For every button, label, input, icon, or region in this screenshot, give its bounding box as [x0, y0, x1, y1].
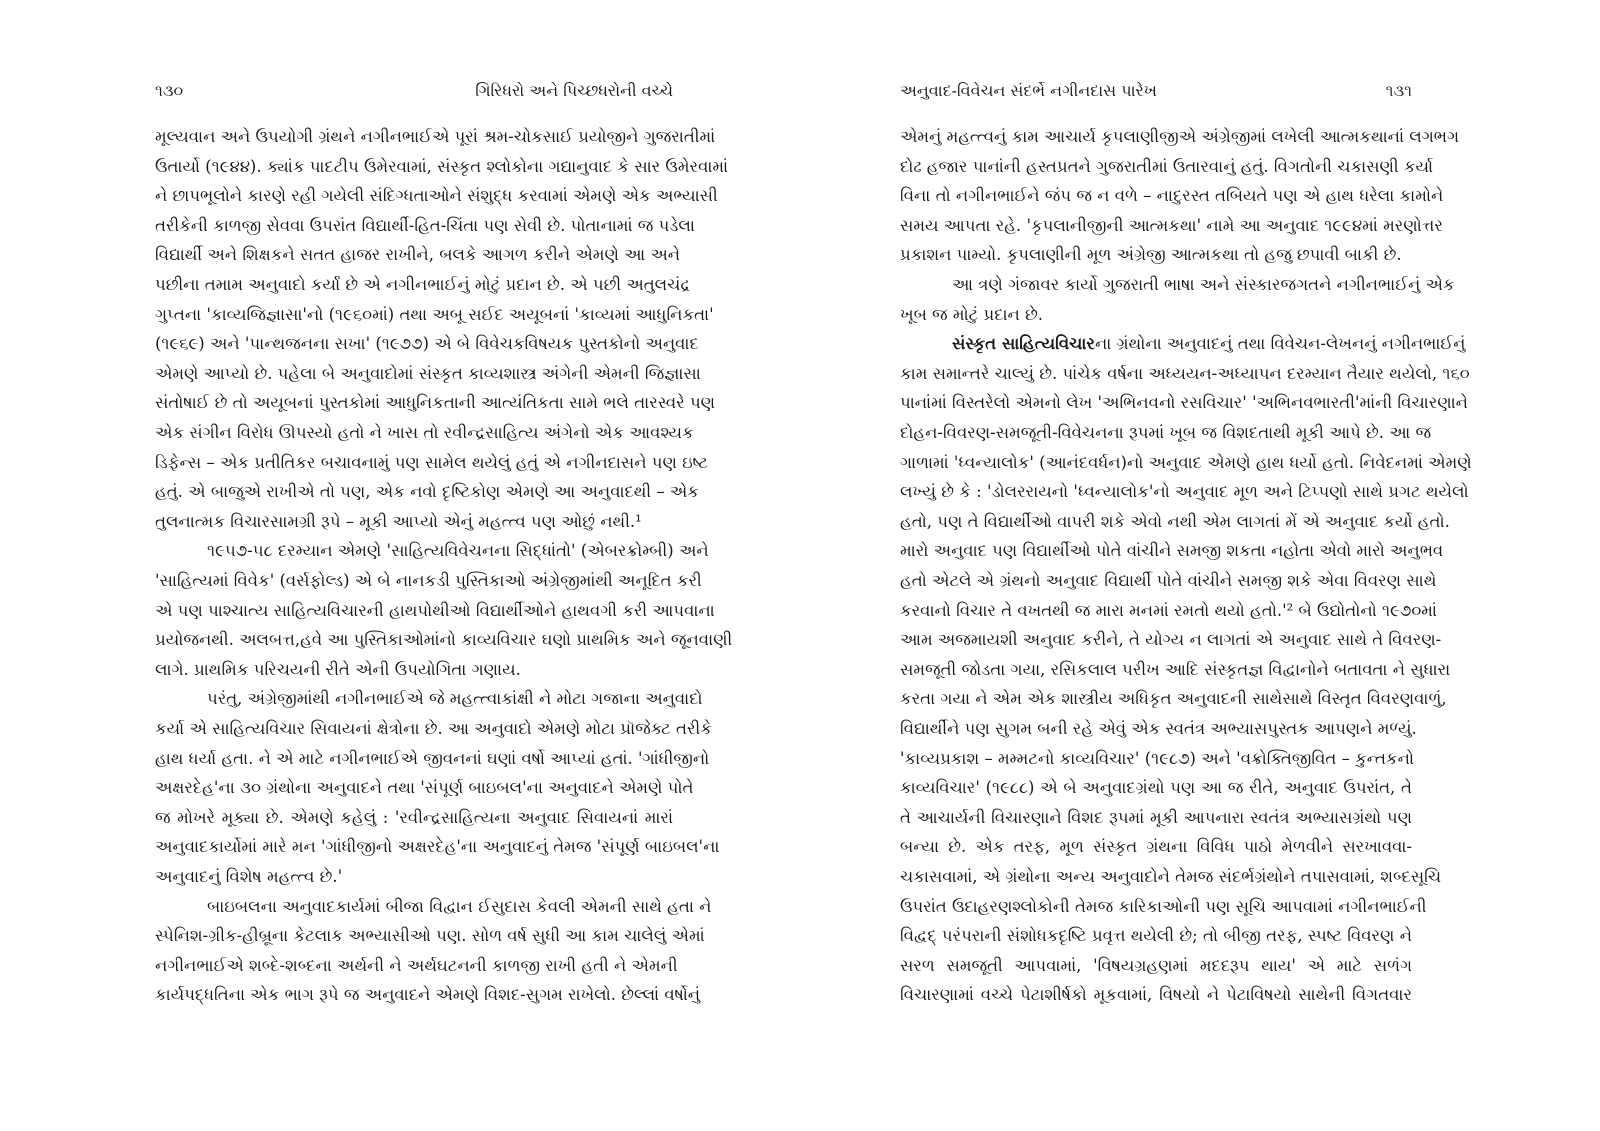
text-line	[900, 687, 1447, 711]
text-line	[155, 776, 694, 800]
line-text: નગીનભાઈએ શબ્દે-શબ્દના અર્થની ને અર્થઘટનની કાળજી રાખી હતી ને એમની	[155, 955, 678, 975]
line-text: દોઢ હજાર પાનાંની હસ્તપ્રતને ગુજરાતીમાં ઉતારવાનું હતું. વિગતોની ચકાસણી કર્યા	[900, 156, 1434, 176]
text-line	[900, 983, 1412, 1007]
line-text: કામ સમાન્તરે ચાલ્યું છે. પાંચેક વર્ષના અધ્યયન-અધ્યાપન દરમ્યાન તૈયાર થયેલો, ૧૬૦	[900, 363, 1470, 383]
line-text: કાર્યપદ્ધતિના એક ભાગ રૂપે જ અનુવાદને એમણે વિશદ-સુગમ રાખેલો. છેલ્લાં વર્ષોનું	[155, 985, 701, 1005]
text-line	[900, 658, 1451, 682]
text-line	[155, 806, 673, 830]
text-line	[155, 421, 694, 445]
line-text: ને છાપભૂલોને કારણે રહી ગયેલી સંદિગ્ધતાઓને સંશુદ્ધ કરવામાં એમણે એક અભ્યાસી	[155, 186, 718, 206]
left-page	[155, 0, 733, 1131]
line-text: ઉપરાંત ઉદાહરણશ્લોકોની તેમજ કારિકાઓની પણ સૂચિ આપવામાં નગીનભાઈની	[900, 896, 1427, 916]
text-line	[900, 155, 1434, 179]
text-line	[155, 865, 673, 889]
line-text: પ્રયોજનથી. અલબત્ત,હવે આ પુસ્તિકાઓમાંનો કાવ્યવિચાર ઘણો પ્રાથમિક અને જૂનવાણી	[155, 630, 733, 650]
line-text: હતો એટલે એ ગ્રંથનો અનુવાદ વિદ્યાર્થી પોતે વાંચીને સમજી શકે એવા વિવરણ સાથે	[900, 571, 1437, 590]
line-text: જ મોખરે મૂક્યા છે. એમણે કહેલું : 'રવીન્દ્રસાહિત્યના અનુવાદ સિવાયનાં મારાં	[155, 807, 673, 827]
running-head: અનુવાદ-વિવેચન સંદર્ભે નગીનદાસ પારેખ	[900, 81, 1157, 100]
line-text: ડિફેન્સ – એક પ્રતીતિકર બચાવનામું પણ સામેલ થયેલું હતું એ નગીનદાસને પણ ઇષ્ટ	[155, 452, 708, 472]
line-text: સંતોષાઈ છે તો અયૂબનાં પુસ્તકોમાં આધુનિકતાની આત્યંતિકતા સામે ભલે તારસ્વરે પણ	[155, 393, 716, 413]
text-line	[155, 214, 695, 238]
line-text: હાથ ધર્યા હતા. ને એ માટે નગીનભાઈએ જીવનનાં ઘણાં વર્ષો આપ્યાં હતાં. 'ગાંધીજીનો	[155, 748, 710, 768]
line-text: મૂલ્યવાન અને ઉપયોગી ગ્રંથને નગીનભાઈએ પૂરાં શ્રમ-ચોકસાઈ પ્રયોજીને ગુજરાતીમાં	[155, 127, 716, 146]
text-line	[900, 747, 1412, 771]
text-line	[900, 421, 1432, 445]
text-line	[900, 243, 1412, 267]
right-page	[900, 0, 1472, 1131]
line-text: કાવ્યવિચાર' (૧૯૮૮) એ બે અનુવાદગ્રંથો પણ આ જ રીતે, અનુવાદ ઉપરાંત, તે	[900, 778, 1412, 798]
text-line	[155, 391, 716, 415]
line-text: કર્યા એ સાહિત્યવિચાર સિવાયનાં ક્ષેત્રોના છે. આ અનુવાદો એમણે મોટા પ્રૉજેક્ટ તરીકે	[155, 719, 712, 738]
text-line	[155, 303, 714, 327]
text-line	[900, 303, 1412, 327]
line-text: કરવાનો વિચાર તે વખતથી જ મારા મનમાં રમતો થયો હતો.'² બે ઉદ્યોતોનો ૧૯૭૦માં	[900, 600, 1437, 620]
line-text: એ પણ પાશ્ચાત્ય સાહિત્યવિચારની હાથપોથીઓ વિદ્યાર્થીઓને હાથવગી કરી આપવાના	[155, 600, 715, 620]
text-line	[900, 776, 1412, 800]
line-text: વિના તો નગીનભાઈને જંપ જ ન વળે – નાદુરસ્ત તબિયતે પણ એ હાથ ધરેલા કામોને	[900, 186, 1444, 206]
text-line	[155, 628, 733, 652]
running-head: ગિરિધરો અને પિચ્છધરોની વચ્ચે	[475, 81, 673, 100]
text-line	[155, 332, 699, 356]
text-line	[155, 835, 720, 859]
text-line	[155, 243, 681, 267]
text-line	[155, 569, 702, 593]
line-text: સમય આપતા રહે. 'કૃપલાનીજીની આત્મકથા' નામે આ અનુવાદ ૧૯૯૪માં મરણોત્તર	[900, 215, 1443, 235]
line-text: પરંતુ, અંગ્રેજીમાંથી નગીનભાઈએ જે મહત્ત્વાકાંક્ષી ને મોટા ગજાના અનુવાદો	[207, 689, 703, 709]
line-text: વિદ્યાર્થીને પણ સુગમ બની રહે એવું એક સ્વતંત્ર અભ્યાસપુસ્તક આપણને મળ્યું.	[900, 719, 1417, 738]
text-line	[900, 599, 1437, 623]
line-text: એમનું મહત્ત્વનું કામ આચાર્ય કૃપલાણીજીએ અંગ્રેજીમાં લખેલી આત્મકથાનાં લગભગ	[900, 127, 1460, 146]
line-text: બન્યા છે. એક તરફ, મૂળ સંસ્કૃત ગ્રંથના વિવિધ પાઠો મેળવીને સરખાવવા-	[900, 837, 1412, 857]
line-text: એમણે આપ્યો છે. પહેલા બે અનુવાદોમાં સંસ્કૃત કાવ્યશાસ્ત્ર અંગેની એમની જિજ્ઞાસા	[155, 363, 701, 383]
line-text: ૧૯૫૭-૫૮ દરમ્યાન એમણે 'સાહિત્યવિવેચનના સિદ્ધાંતો' (એબરક્રોમ્બી) અને	[207, 541, 709, 561]
text-line	[900, 451, 1472, 475]
text-line	[900, 835, 1412, 859]
text-line	[900, 954, 1412, 978]
line-text: અનુવાદકાર્યોમાં મારે મન 'ગાંધીજીનો અક્ષરદેહ'ના અનુવાદનું તેમજ 'સંપૂર્ણ બાઇબલ'ના	[155, 837, 720, 857]
line-text: તરીકેની કાળજી સેવવા ઉપરાંત વિદ્યાર્થી-હિત-ચિંતા પણ સેવી છે. પોતાનામાં જ પડેલા	[155, 215, 695, 235]
text-line	[155, 983, 701, 1007]
text-line	[207, 687, 703, 711]
text-line	[952, 273, 1455, 297]
text-line	[952, 332, 1466, 356]
line-text: વિદ્યાર્થી અને શિક્ષકને સતત હાજર રાખીને, બલકે આગળ કરીને એમણે આ અને	[155, 245, 681, 265]
text-line	[155, 747, 710, 771]
text-line	[155, 125, 716, 149]
text-line	[207, 895, 712, 919]
text-line	[155, 510, 673, 534]
line-text: પછીના તમામ અનુવાદો કર્યાં છે એ નગીનભાઈનું મોટું પ્રદાન છે. એ પછી અતુલચંદ્ર	[155, 275, 691, 294]
text-line	[900, 214, 1443, 238]
text-line	[900, 391, 1468, 415]
text-line	[155, 451, 708, 475]
line-text: ના ગ્રંથોના અનુવાદનું તથા વિવેચન-લેખનનું નગીનભાઈનું	[1094, 334, 1466, 354]
line-text: 'સાહિત્યમાં વિવેક' (વર્સફોલ્ડ) એ બે નાનકડી પુસ્તિકાઓ અંગ્રેજીમાંથી અનૂદિત કરી	[155, 571, 702, 590]
text-line	[155, 184, 718, 208]
line-text: અક્ષરદેહ'ના ૩૦ ગ્રંથોના અનુવાદને તથા 'સંપૂર્ણ બાઇબલ'ના અનુવાદને એમણે પોતે	[155, 778, 694, 798]
text-line	[900, 569, 1437, 593]
text-line	[155, 362, 701, 386]
text-line	[155, 924, 705, 948]
bold-lead: સંસ્કૃત સાહિત્યવિચાર	[952, 334, 1095, 354]
line-text: લાગે. પ્રાથમિક પરિચયની રીતે એની ઉપયોગિતા ગણાય.	[155, 659, 521, 679]
text-line	[155, 273, 691, 297]
line-text: 'કાવ્યપ્રકાશ – મમ્મટનો કાવ્યવિચાર' (૧૯૮૭) અને 'વક્રોક્તિજીવિત – કુન્તકનો	[900, 748, 1414, 768]
line-text: હતો, પણ તે વિદ્યાર્થીઓ વાપરી શકે એવો નથી એમ લાગતાં મેં એ અનુવાદ કર્યો હતો.	[900, 511, 1450, 531]
text-line	[900, 895, 1427, 919]
line-text: (૧૯૬૯) અને 'પાન્થજનના સખા' (૧૯૭૭) એ બે વિવેચકવિષયક પુસ્તકોનો અનુવાદ	[155, 334, 699, 354]
line-text: ખૂબ જ મોટું પ્રદાન છે.	[900, 304, 1044, 324]
text-line	[900, 510, 1450, 534]
page-number: ૧૩૧	[1385, 81, 1412, 100]
line-text: ચકાસવામાં, એ ગ્રંથોના અન્ય અનુવાદોને તેમજ સંદર્ભગ્રંથોને તપાસવામાં, શબ્દસૂચિ	[900, 867, 1442, 886]
line-text: ગાળામાં 'ધ્વન્યાલોક' (આનંદવર્ધન)નો અનુવાદ એમણે હાથ ધર્યો હતો. નિવેદનમાં એમણે	[900, 452, 1472, 472]
line-text: વિદ્વદ્ પરંપરાની સંશોધકદૃષ્ટિ પ્રવૃત્ત થયેલી છે; તો બીજી તરફ, સ્પષ્ટ વિવરણ ને	[900, 926, 1412, 946]
text-line	[900, 628, 1442, 652]
line-text: સરળ સમજૂતી આપવામાં, 'વિષયગ્રહણમાં મદદરૂપ થાય' એ માટે સળંગ	[900, 955, 1412, 975]
text-line	[900, 717, 1417, 741]
line-text: મારો અનુવાદ પણ વિદ્યાર્થીઓ પોતે વાંચીને સમજી શકતા નહોતા એવો મારો અનુભવ	[900, 541, 1444, 561]
text-line	[900, 184, 1444, 208]
text-line	[155, 954, 678, 978]
line-text: હતું. એ બાજુએ રાખીએ તો પણ, એક નવો દૃષ્ટિકોણ એમણે આ અનુવાદથી – એક	[155, 482, 699, 502]
line-text: લખ્યું છે કે : 'ડોલરરાયનો 'ધ્વન્યાલોક'નો અનુવાદ મૂળ અને ટિપ્પણો સાથે પ્રગટ થયેલો	[900, 482, 1469, 502]
line-text: પ્રકાશન પામ્યો. કૃપલાણીની મૂળ અંગ્રેજી આત્મકથા તો હજુ છપાવી બાકી છે.	[900, 245, 1402, 265]
text-line	[155, 480, 699, 504]
line-text: ઉતાર્યો (૧૯૪૪). ક્યાંક પાદટીપ ઉમેરવામાં, સંસ્કૃત શ્લોકોના ગદ્યાનુવાદ કે સાર ઉમેરવામાં	[155, 156, 729, 176]
text-line	[155, 599, 715, 623]
text-line	[900, 865, 1442, 889]
text-line	[155, 155, 729, 179]
text-line	[900, 539, 1444, 563]
line-text: દોહન-વિવરણ-સમજૂતી-વિવેચનના રૂપમાં ખૂબ જ વિશદતાથી મૂકી આપે છે. આ જ	[900, 423, 1432, 442]
line-text: આ ત્રણે ગંજાવર કાર્યો ગુજરાતી ભાષા અને સંસ્કારજગતને નગીનભાઈનું એક	[952, 275, 1455, 294]
line-text: કરતા ગયા ને એમ એક શાસ્ત્રીય અધિકૃત અનુવાદની સાથેસાથે વિસ્તૃત વિવરણવાળું,	[900, 689, 1447, 709]
line-text: તે આચાર્યની વિચારણાને વિશદ રૂપમાં મૂકી આપનારા સ્વતંત્ર અભ્યાસગ્રંથો પણ	[900, 807, 1412, 827]
page-number: ૧૩૦	[155, 81, 184, 100]
text-line	[207, 539, 709, 563]
text-line	[900, 806, 1412, 830]
text-line	[900, 480, 1469, 504]
line-text: એક સંગીન વિરોધ ઊપસ્યો હતો ને ખાસ તો રવીન્દ્રસાહિત્ય અંગેનો એક આવશ્યક	[155, 423, 694, 442]
line-text: આમ અજમાયશી અનુવાદ કરીને, તે યોગ્ય ન લાગતાં એ અનુવાદ સાથે તે વિવરણ-	[900, 630, 1442, 650]
line-text: બાઇબલના અનુવાદકાર્યમાં બીજા વિદ્વાન ઈસુદાસ કેવલી એમની સાથે હતા ને	[207, 896, 712, 916]
text-line	[900, 362, 1470, 386]
text-line	[155, 717, 712, 741]
line-text: અનુવાદનું વિશેષ મહત્ત્વ છે.'	[155, 867, 343, 886]
line-text: ગુપ્તના 'કાવ્યજિજ્ઞાસા'નો (૧૯૬૦માં) તથા અબૂ સઈદ અયૂબનાં 'કાવ્યમાં આધુનિકતા'	[155, 304, 714, 324]
line-text: સમજૂતી જોડતા ગયા, રસિકલાલ પરીખ આદિ સંસ્કૃતજ્ઞ વિદ્વાનોને બતાવતા ને સુધારા	[900, 659, 1451, 679]
text-line	[155, 658, 673, 682]
line-text: સ્પેનિશ-ગ્રીક-હીબ્રૂના કેટલાક અભ્યાસીઓ પણ. સોળ વર્ષ સુધી આ કામ ચાલેલું એમાં	[155, 926, 705, 946]
line-text: વિચારણામાં વચ્ચે પેટાશીર્ષકો મૂકવામાં, વિષયો ને પેટાવિષયો સાથેની વિગતવાર	[900, 985, 1412, 1005]
text-line	[900, 125, 1460, 149]
text-line	[900, 924, 1412, 948]
line-text: પાનાંમાં વિસ્તરેલો એમનો લેખ 'અભિનવનો રસવિચાર' 'અભિનવભારતી'માંની વિચારણાને	[900, 393, 1468, 413]
line-text: તુલનાત્મક વિચારસામગ્રી રૂપે – મૂકી આપ્યો એનું મહત્ત્વ પણ ઓછું નથી.¹	[155, 511, 642, 531]
